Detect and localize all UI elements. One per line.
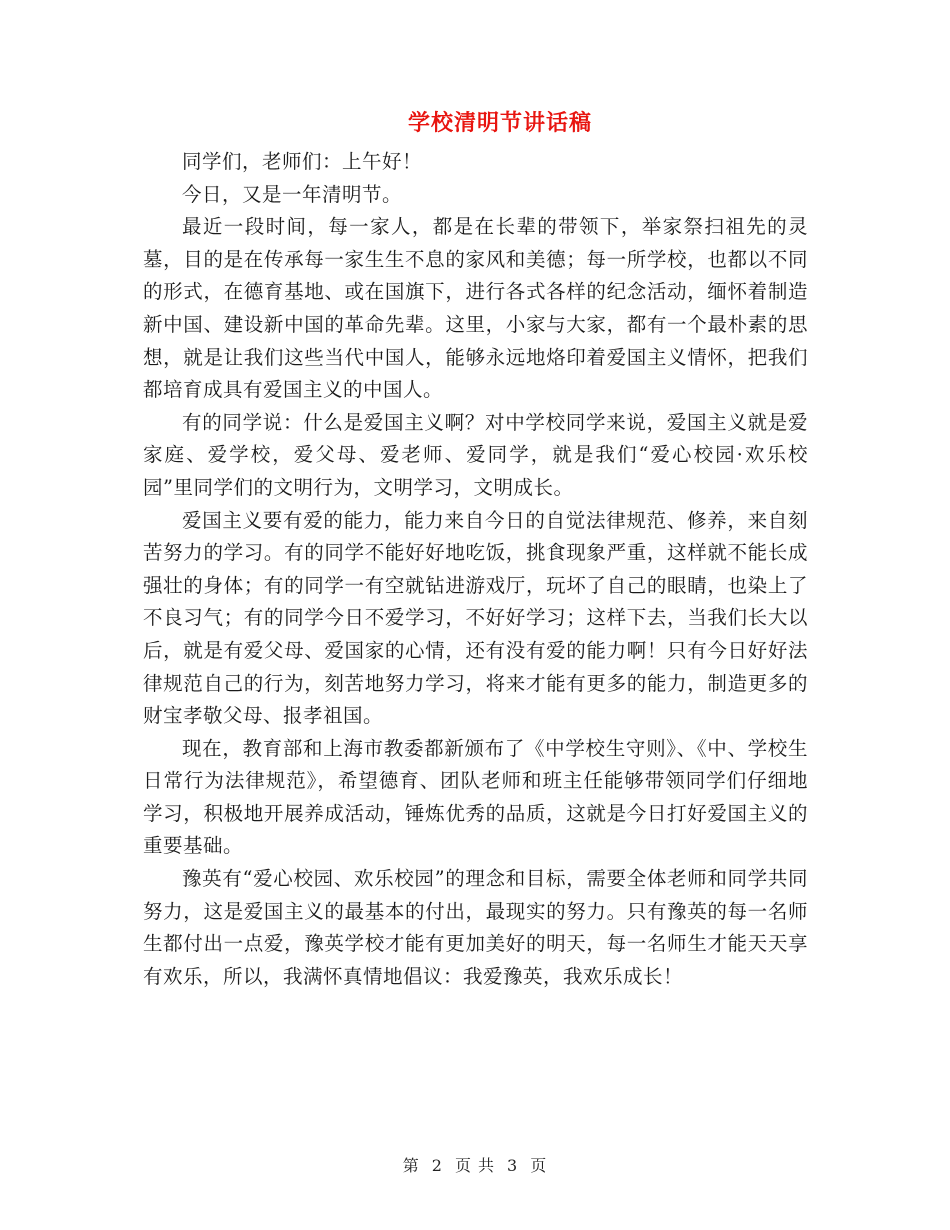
footer-suffix: 页 bbox=[530, 1156, 548, 1175]
page-footer bbox=[0, 1153, 950, 1176]
paragraph-closing-proposal: 豫英有“爱心校园、欢乐校园”的理念和目标，需要全体老师和同学共同努力，这是爱国主义的最基本的付出，最现实的努力。只有豫英的每一名师生都付出一点爱，豫英学校才能有更加美好的明天，每一名师生才能天天享有欢乐，所以，我满怀真情地倡议：我爱豫英，我欢乐成长！ bbox=[143, 867, 808, 988]
paragraph-school-rules: 现在，教育部和上海市教委都新颁布了《中学校生守则》、《中、学校生日常行为法律规范》，希望德育、团队老师和班主任能够带领同学们仔细地学习，积极地开展养成活动，锤炼优秀的品质，这就是今日打好爱国主义的重要基础。 bbox=[143, 736, 808, 858]
paragraph-ability-to-love: 爱国主义要有爱的能力，能力来自今日的自觉法律规范、修养，来自刻苦努力的学习。有的同学不能好好地吃饭，挑食现象严重，这样就不能长成强壮的身体；有的同学一有空就钻进游戏厅，玩坏了自己的眼睛，也染上了不良习气；有的同学今日不爱学习，不好好学习；这样下去，当我们长大以后，就是有爱父母、爱国家的心情，还有没有爱的能力啊！只有今日好好法律规范自己的行为，刻苦地努力学习，将来才能有更多的能力，制造更多的财宝孝敬父母、报孝祖国。 bbox=[143, 508, 808, 728]
footer-total-pages: 3 bbox=[507, 1156, 519, 1175]
footer-prefix: 第 bbox=[402, 1156, 420, 1175]
document-title: 学校清明节讲话稿 bbox=[407, 111, 592, 136]
document-body bbox=[143, 146, 808, 993]
paragraph-patriotism-definition: 有的同学说：什么是爱国主义啊？对中学校同学来说，爱国主义就是爱家庭、爱学校，爱父母、爱老师、爱同学，就是我们“爱心校园·欢乐校园”里同学们的文明行为，文明学习，文明成长。 bbox=[143, 410, 808, 499]
paragraph-intro: 今日，又是一年清明节。 bbox=[182, 182, 403, 206]
footer-middle: 页 共 bbox=[454, 1156, 496, 1175]
paragraph-greeting: 同学们，老师们：上午好！ bbox=[182, 150, 423, 173]
paragraph-tomb-sweeping: 最近一段时间，每一家人，都是在长辈的带领下，举家祭扫祖先的灵墓，目的是在传承每一家生生不息的家风和美德；每一所学校，也都以不同的形式，在德育基地、或在国旗下，进行各式各样的纪念活动，缅怀着制造新中国、建设新中国的革命先辈。这里，小家与大家，都有一个最朴素的思想，就是让我们这些当代中国人，能够永远地烙印着爱国主义情怀，把我们都培育成具有爱国主义的中国人。 bbox=[143, 215, 808, 402]
footer-current-page: 2 bbox=[431, 1156, 443, 1175]
